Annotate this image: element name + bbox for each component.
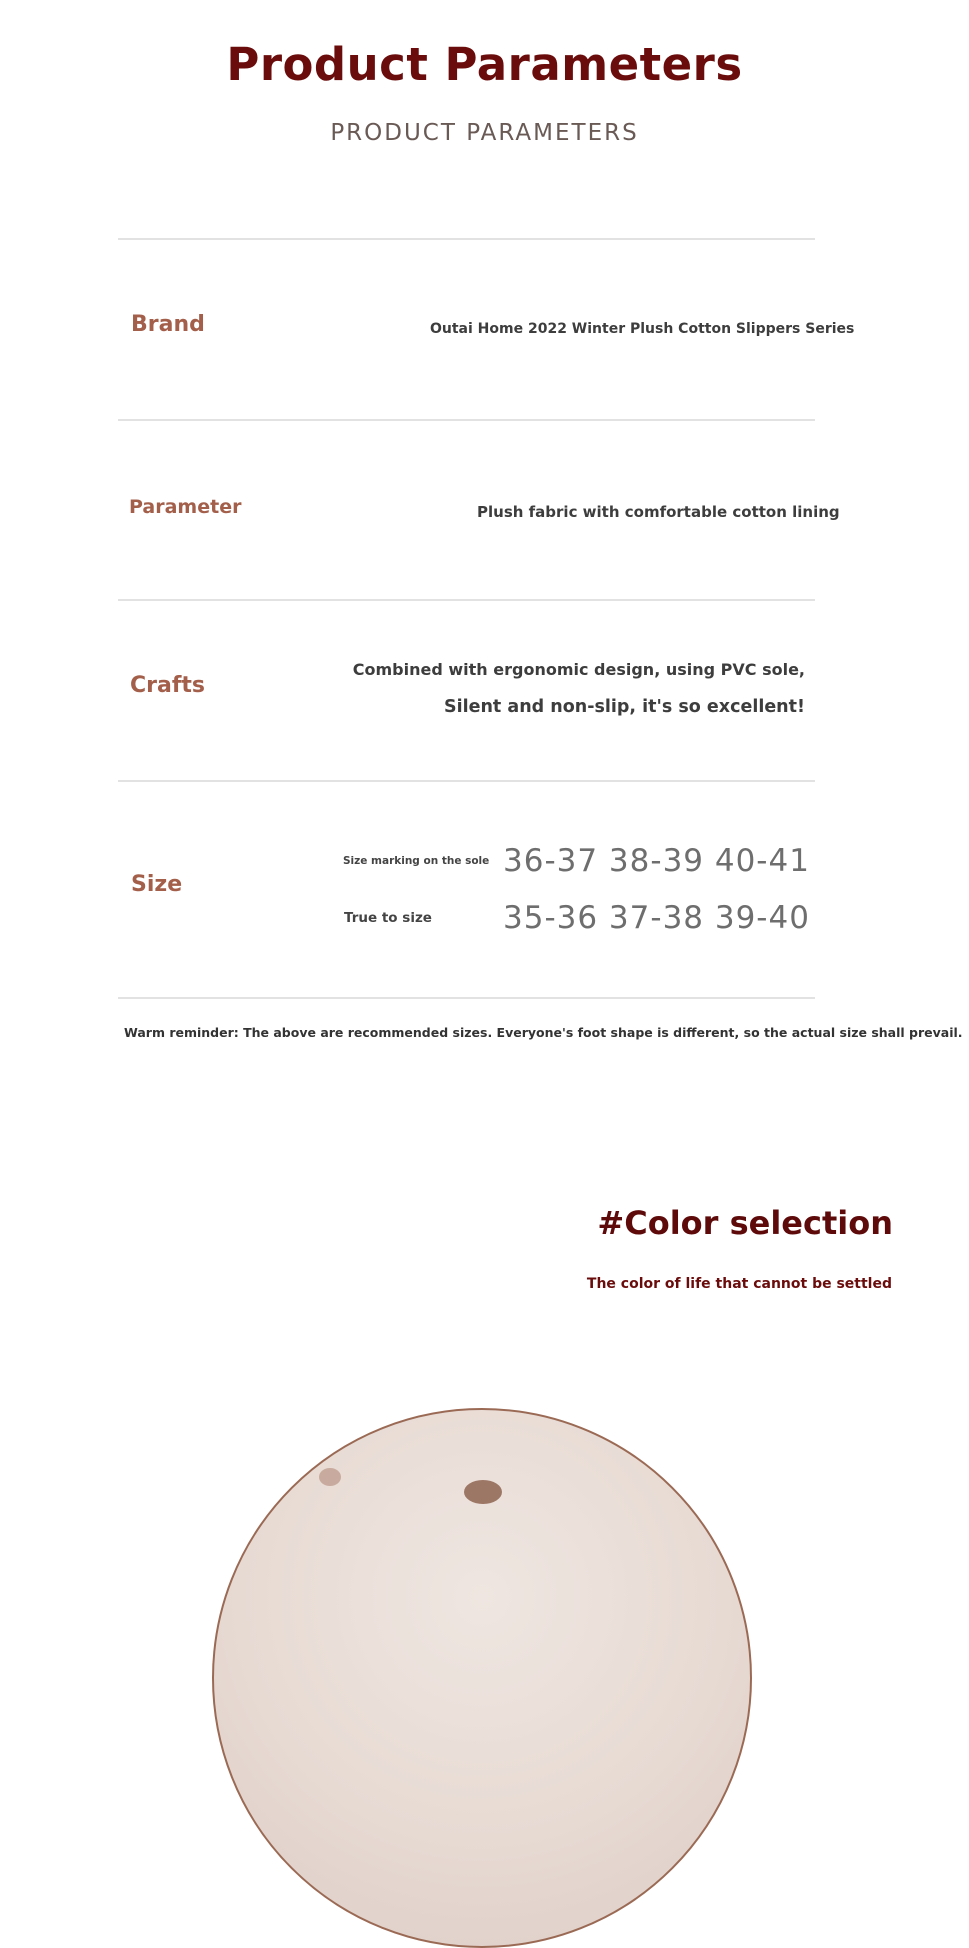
sole-size-values: 36-37 38-39 40-41: [503, 843, 810, 879]
parameter-value: Plush fabric with comfortable cotton lining: [477, 503, 840, 521]
divider: [118, 780, 815, 782]
sole-size-label: Size marking on the sole: [343, 855, 490, 867]
crafts-line-2: Silent and non-slip, it's so excellent!: [444, 697, 805, 717]
size-reminder: Warm reminder: The above are recommended sizes. Everyone's foot shape is different, so the actual size shall prevail.: [124, 1025, 963, 1040]
size-label: Size: [131, 872, 183, 897]
product-photo-plate: [212, 1408, 752, 1948]
color-selection-subtitle: The color of life that cannot be settled: [586, 1276, 892, 1292]
crafts-label: Crafts: [130, 673, 206, 698]
crafts-line-1: Combined with ergonomic design, using PVC sole,: [352, 660, 805, 679]
slipper-image-detail: [319, 1468, 341, 1486]
divider: [118, 599, 815, 601]
slipper-image: [464, 1480, 502, 1504]
page-subtitle: PRODUCT PARAMETERS: [330, 120, 639, 146]
parameter-label: Parameter: [129, 496, 242, 518]
divider: [118, 997, 815, 999]
divider: [118, 238, 815, 240]
page-title: Product Parameters: [226, 38, 743, 91]
brand-label: Brand: [131, 312, 205, 337]
brand-value: Outai Home 2022 Winter Plush Cotton Slippers Series: [430, 321, 855, 337]
true-size-values: 35-36 37-38 39-40: [503, 900, 810, 936]
divider: [118, 419, 815, 421]
color-selection-title: #Color selection: [597, 1204, 893, 1242]
true-size-label: True to size: [344, 910, 432, 926]
